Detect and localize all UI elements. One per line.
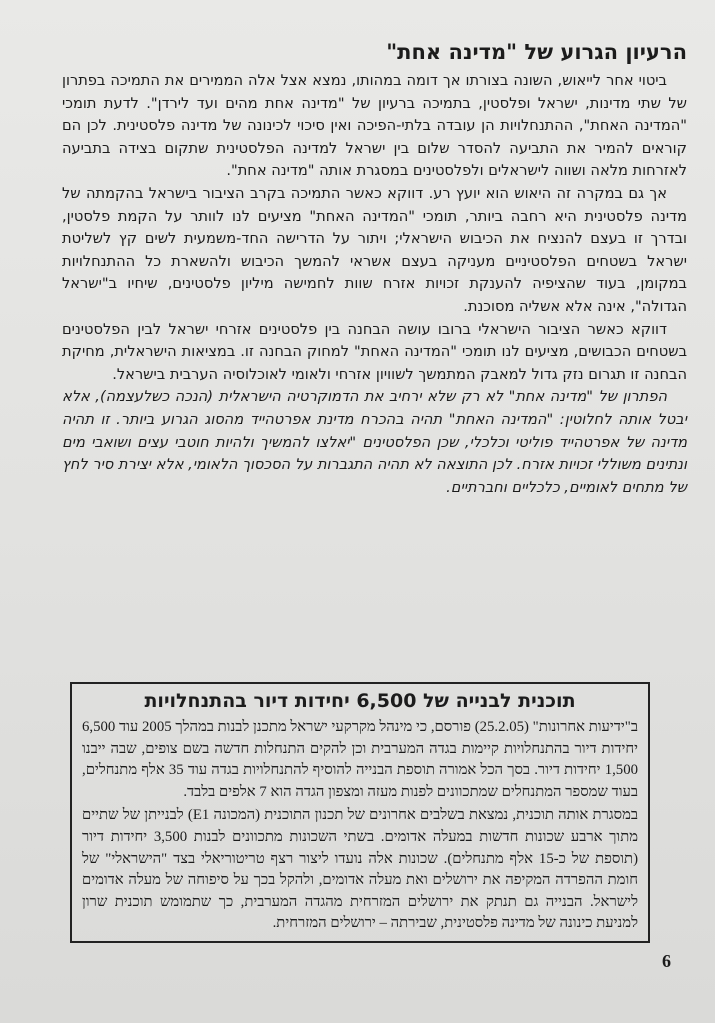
box-title: תוכנית לבנייה של 6,500 יחידות דיור בהתנחלויות [144, 690, 576, 712]
sidebar-box [70, 682, 650, 943]
article-paragraph-4: הפתרון של "מדינה אחת" לא רק שלא ירחיב את הדמוקרטיה הישראלית (הנכה כשלעצמה), אלא יבטל אותה לחלוטין: "המדינה האחת" תהיה בהכרח מדינת אפרטהייד מהסוג הגרוע ביותר. זו תהיה מדינה של אפרטהייד פוליטי וכלכלי, שכן הפלסטינים "יאלצו להמשיך ולהיות חוטבי עצים ושואבי מים ונתינים משוללי זכויות אזרח. לכן התוצאה לא תהיה התגברות על הסכסוך הלאומי, אלא יצירת סיר לחץ של מתחים לאומיים, כלכליים וחברתיים. [62, 388, 687, 496]
article-paragraph-2: אך גם במקרה זה היאוש הוא יועץ רע. דווקא כאשר התמיכה בקרב הציבור בישראל בהקמתה של מדינה פלסטינית היא רחבה ביותר, תומכי "המדינה האחת" מציעים לנו לוותר על הקמת פלסטין, ובדרך זו בעצם להנציח את הכיבוש הישראלי; ויתור על הדרישה החד-משמעית לשים קץ לשליטת ישראל בשטחים הפלסטיניים מעניקה בעצם אשראי להמשך הכיבוש ולהשארת כל ההתנחלויות במקומן, בעוד שהציפיה להענקת זכויות אזרח שוות לחמישה מיליון פלסטינים, שיחיו ב"ישראל הגדולה", אינה אלא אשליה מסוכנת. [62, 184, 687, 315]
box-paragraph-2: במסגרת אותה תוכנית, נמצאת בשלבים אחרונים של תכנון התוכנית (המכונה E1) לבנייתן של שתיים מתוך ארבע שכונות חדשות במעלה אדומים. בשתי השכונות מתכוונים לבנות 3,500 יחידות דיור (תוספת של כ-15 אלף מתנחלים). שכונות אלה נועדו ליצור רצף טריטוריאלי בצד "הישראלי" של חומת ההפרדה המקיפה את ירושלים ואת מעלה אדומים, ולהקל בכך על סיפוחה של מעלה אדומים לישראל. הבנייה גם תנתק את ירושלים המזרחית מהגדה המערבית, כך שתמומש תוכנית שרון למניעת כינונה של מדינה פלסטינית, שבירתה – ירושלים המזרחית. [82, 807, 639, 932]
page-number: 6 [662, 951, 671, 971]
article-title: הרעיון הגרוע של "מדינה אחת" [386, 40, 687, 64]
article-paragraph-1: ביטוי אחר לייאוש, השונה בצורתו אך דומה במהותו, נמצא אצל אלה הממירים את התמיכה בפתרון של שתי מדינות, ישראל ופלסטין, בתמיכה ברעיון של "מדינה אחת מהים ועד לירדן". לדעת תומכי "המדינה האחת", ההתנחלויות הן עובדה בלתי-הפיכה ואין סיכוי לכינונה של מדינה פלסטינית. לכן הם קוראים להמיר את התביעה להסדר שלום בין ישראל למדינה הפלסטינית שתקום בצידה בתביעה לאזרחות מלאה ושווה לישראלים ולפלסטינים במסגרת אותה "מדינה אחת". [62, 72, 687, 180]
article [62, 38, 687, 499]
box-paragraph-1: ב"ידיעות אחרונות" (25.2.05) פורסם, כי מינהל מקרקעי ישראל מתכנן לבנות במהלך 2005 עוד 6,500 יחידות דיור בהתנחלויות קיימות בגדה המערבית וכן להקים התנחלות חדשה בשם צופים, שבה ייבנו 1,500 יחידות דיור. בסך הכל אמורה תוספת הבנייה להוסיף להתנחלויות בגדה עוד 35 אלף מתנחלים, בעוד שמספר המתנחלים שמתכוונים לפנות מעזה ומצפון הגדה הוא 7 אלפים בלבד. [82, 719, 638, 800]
article-paragraph-3: דווקא כאשר הציבור הישראלי ברובו עושה הבחנה בין פלסטינים אזרחי ישראל לבין הפלסטינים בשטחים הכבושים, מציעים לנו תומכי "המדינה האחת" למחוק הבחנה זו. במציאות הישראלית, מחיקת הבחנה זו תגרום נזק גדול למאבק המתמשך לשוויון אזרחי ולאומי לאוכלוסיה הערבית בישראל. [62, 320, 687, 383]
